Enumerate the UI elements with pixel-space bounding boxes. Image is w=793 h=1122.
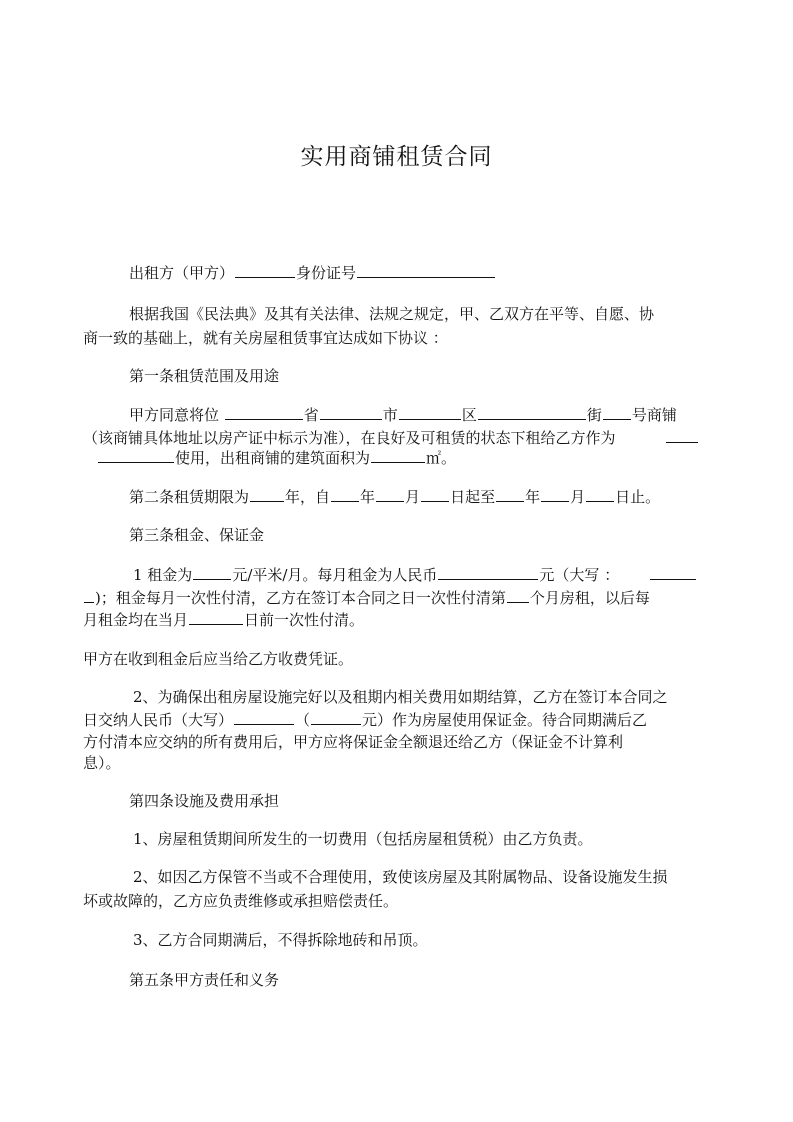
lessor-line (129, 262, 496, 284)
deposit-amount-blank[interactable] (311, 710, 361, 725)
receipt-line: 甲方在收到租金后应当给乙方收费凭证。 (83, 650, 354, 668)
monthly-rent-blank[interactable] (438, 565, 538, 580)
payment-day-blank[interactable] (189, 610, 243, 625)
district-blank[interactable] (399, 405, 461, 420)
city-blank[interactable] (320, 405, 382, 420)
number-blank[interactable] (603, 405, 631, 420)
text-segment: 1 租金为 (133, 566, 193, 584)
text-segment: 元/平米/月。每月租金为人民币 (232, 566, 438, 584)
use-blank-1[interactable] (666, 428, 698, 443)
text-segment: 市 (382, 406, 398, 424)
text-segment: 使用，出租商铺的建筑面积为 (175, 449, 371, 467)
text-segment: 月 (405, 488, 421, 506)
text-segment: ㎡。 (426, 449, 457, 467)
monthly-rent-words-blank-2[interactable] (84, 588, 94, 603)
use-blank-2[interactable] (98, 448, 174, 463)
rent-per-sqm-blank[interactable] (193, 565, 231, 580)
deposit-words-blank[interactable] (234, 710, 294, 725)
text-segment: 个月房租，以后每 (529, 589, 650, 607)
monthly-rent-words-blank-1-wrap (649, 564, 697, 586)
end-day-blank[interactable] (586, 487, 614, 502)
article-3-heading: 第三条租金、保证金 (129, 526, 265, 544)
preamble-line-2: 商一致的基础上，就有关房屋租赁事宜达成如下协议 ： (83, 329, 448, 347)
text-segment: 日起至 (450, 488, 496, 506)
article-3-p2-line-3: 方付清本应交纳的所有费用后，甲方应将保证金全额退还给乙方（保证金不计算利 (83, 733, 624, 751)
text-segment: 号商铺 (631, 406, 677, 424)
text-segment: 区 (461, 406, 477, 424)
street-blank[interactable] (478, 405, 586, 420)
preamble-line-1: 根据我国《民法典》及其有关法律、法规之规定，甲、乙双方在平等、自愿、协 (129, 305, 655, 323)
article-4-item-1: 1、房屋租赁期间所发生的一切费用（包括房屋租赁税）由乙方负责。 (133, 830, 593, 848)
article-4-item-2-line-1: 2、如因乙方保管不当或不合理使用，致使该房屋及其附属物品、设备设施发生损 (133, 868, 668, 886)
lessor-name-blank[interactable] (235, 263, 295, 278)
article-3-p1-line-3 (83, 609, 364, 631)
area-blank[interactable] (371, 448, 425, 463)
months-blank[interactable] (507, 588, 529, 603)
article-3-p1-line-1 (133, 564, 619, 586)
text-segment: 日交纳人民币（大写） (83, 711, 234, 729)
text-segment: 第二条租赁期限为 (129, 488, 250, 506)
article-3-p1-line-2 (83, 587, 650, 609)
start-day-blank[interactable] (421, 487, 449, 502)
lessor-label: 出租方（甲方） (129, 264, 235, 282)
text-segment: 日止。 (615, 488, 661, 506)
article-1-line-3 (97, 447, 456, 469)
monthly-rent-words-blank-1[interactable] (650, 565, 696, 580)
text-segment: 日前一次性付清。 (244, 611, 365, 629)
article-4-heading: 第四条设施及费用承担 (129, 792, 280, 810)
text-segment: 月 (570, 488, 586, 506)
article-2-line (129, 486, 660, 508)
text-segment: 省 (303, 406, 319, 424)
text-segment: 甲方同意将位 (129, 406, 224, 424)
article-4-item-3: 3、乙方合同期满后，不得拆除地砖和吊顶。 (133, 931, 428, 949)
article-1-heading: 第一条租赁范围及用途 (129, 367, 280, 385)
province-blank[interactable] (225, 405, 303, 420)
text-segment: 年 (360, 488, 376, 506)
article-3-p2-line-2 (83, 709, 647, 731)
document-title: 实用商铺租赁合同 (300, 144, 493, 170)
text-segment: 元）作为房屋使用保证金。待合同期满后乙 (362, 711, 648, 729)
text-segment: （ (295, 711, 311, 729)
id-label: 身份证号 (296, 264, 357, 282)
end-year-blank[interactable] (496, 487, 524, 502)
text-segment: 元（大写 ： (539, 566, 620, 584)
article-3-p2-line-4: 息）。 (83, 754, 121, 772)
text-segment: 月租金均在当月 (83, 611, 189, 629)
article-5-heading: 第五条甲方责任和义务 (129, 971, 280, 989)
text-segment: )；租金每月一次性付清，乙方在签订本合同之日一次性付清第 (95, 589, 506, 607)
start-month-blank[interactable] (376, 487, 404, 502)
term-years-blank[interactable] (250, 487, 284, 502)
article-1-line-1 (129, 404, 677, 426)
start-year-blank[interactable] (331, 487, 359, 502)
article-1-line-2: （该商铺具体地址以房产证中标示为准），在良好及可租赁的状态下租给乙方作为 (83, 429, 616, 447)
text-segment: 年，自 (285, 488, 331, 506)
end-month-blank[interactable] (541, 487, 569, 502)
id-number-blank[interactable] (357, 263, 495, 278)
article-3-p2-line-1: 2、为确保出租房屋设施完好以及租期内相关费用如期结算，乙方在签订本合同之 (133, 688, 668, 706)
text-segment: 年 (525, 488, 541, 506)
use-blank-cont (665, 427, 699, 449)
text-segment: 街 (586, 406, 602, 424)
article-4-item-2-line-2: 坏或故障的，乙方应负责维修或承担赔偿责任。 (83, 892, 399, 910)
